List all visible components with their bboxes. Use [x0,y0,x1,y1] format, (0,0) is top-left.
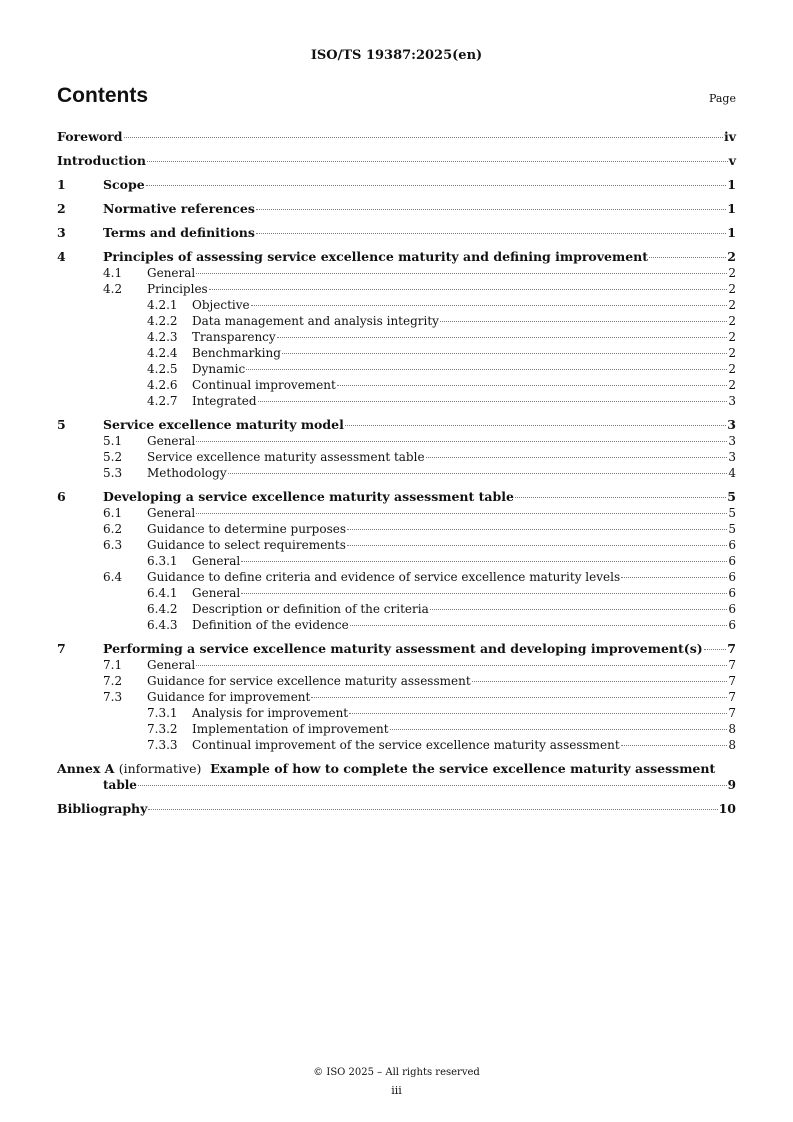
toc-entry-number: 5.2 [103,450,123,464]
toc-entry[interactable] [57,177,736,193]
dot-leader [147,161,728,162]
toc-entry[interactable] [57,657,736,673]
toc-page-number: 7 [728,674,736,688]
toc-entry-number: 7 [57,641,66,656]
dot-leader [430,609,728,610]
dot-leader [146,185,727,186]
toc-entry-number: 4.1 [103,266,123,280]
dot-leader [148,809,717,810]
toc-page-number: 10 [718,801,736,816]
toc-page-number: v [728,153,736,168]
page-number: iii [391,1084,402,1097]
toc-page-number: 6 [728,586,736,600]
toc-entry[interactable] [57,417,736,433]
toc-entry[interactable] [57,281,736,297]
toc-page-number: 2 [728,330,736,344]
toc-entry[interactable] [57,617,736,633]
toc-entry-title: Guidance for improvement [147,690,311,704]
dot-leader [621,577,727,578]
dot-leader [345,425,726,426]
toc-entry[interactable] [57,265,736,281]
toc-entry[interactable] [57,225,736,241]
toc-page-number: 6 [728,570,736,584]
toc-page-number: 1 [727,201,736,216]
toc-entry-number: 7.3.2 [147,722,178,736]
toc-entry-title: General [147,434,196,448]
toc-entry-title: Guidance to select requirements [147,538,346,552]
toc-entry-number: 6.3.1 [147,554,178,568]
toc-entry[interactable] [57,433,736,449]
toc-page-number: 7 [728,690,736,704]
toc-entry-title: Principles of assessing service excellence maturity and defining improvement [103,249,649,264]
dot-leader [349,713,727,714]
toc-entry[interactable] [57,201,736,217]
toc-entry-number: 6.4.1 [147,586,178,600]
toc-page-number: 2 [728,378,736,392]
page-title: Contents [57,84,148,107]
dot-leader [241,561,727,562]
toc-entry[interactable] [57,521,736,537]
dot-leader [277,337,728,338]
toc-entry-number: 4.2.3 [147,330,178,344]
toc-entry-number: 6.3 [103,538,123,552]
toc-entry[interactable] [57,505,736,521]
toc-page-number: 8 [728,722,736,736]
toc-entry-title: Service excellence maturity model [103,417,344,432]
toc-page-number: 6 [728,538,736,552]
dot-leader [196,441,727,442]
dot-leader [390,729,728,730]
toc-page-number: 7 [728,706,736,720]
toc-entry-number: 4 [57,249,66,264]
dot-leader [196,273,727,274]
toc-entry-title: Performing a service excellence maturity assessment and developing improvement(s) [103,641,703,656]
toc-entry-title: Service excellence maturity assessment table [147,450,425,464]
dot-leader [621,745,728,746]
toc-entry-title: General [147,266,196,280]
toc-entry-title: Dynamic [192,362,246,376]
toc-page-number: 2 [728,346,736,360]
toc-page-number: 6 [728,618,736,632]
toc-entry-number: 4.2.7 [147,394,178,408]
table-of-contents [57,129,736,817]
toc-entry[interactable] [57,705,736,721]
toc-entry-number: 6 [57,489,66,504]
dot-leader [138,785,727,786]
toc-entry[interactable] [57,585,736,601]
toc-entry-title: Scope [103,177,145,192]
dot-leader [209,289,728,290]
toc-entry-number: 3 [57,225,66,240]
dot-leader [440,321,727,322]
document-header: ISO/TS 19387:2025(en) [310,48,483,63]
toc-entry-number: 4.2 [103,282,123,296]
dot-leader [649,257,726,258]
toc-page-number: 5 [728,506,736,520]
toc-page-number: 3 [728,450,736,464]
toc-entry-title: Description or definition of the criteria [192,602,429,616]
toc-entry-title: Continual improvement [192,378,336,392]
toc-page-number: 9 [727,778,736,792]
toc-entry[interactable] [57,553,736,569]
toc-page-number: 3 [728,394,736,408]
toc-page-number: 2 [728,266,736,280]
toc-entry-title: Foreword [57,129,123,144]
toc-entry-number: 2 [57,201,66,216]
toc-entry-number: 4.2.4 [147,346,178,360]
toc-entry-number: 4.2.5 [147,362,178,376]
toc-entry-number: 4.2.6 [147,378,178,392]
toc-page-number: 4 [728,466,736,480]
toc-entry[interactable] [57,537,736,553]
toc-entry-title: Guidance to determine purposes [147,522,346,536]
toc-entry[interactable] [57,641,736,657]
toc-entry-title: Continual improvement of the service excellence maturity assessment [192,738,620,752]
toc-entry[interactable] [57,153,736,169]
toc-entry-number: 7.3.1 [147,706,178,720]
toc-entry-title: General [192,586,241,600]
toc-entry-title: Introduction [57,153,147,168]
dot-leader [251,305,728,306]
toc-entry[interactable] [57,361,736,377]
toc-entry[interactable] [57,449,736,465]
toc-page-number: 3 [728,434,736,448]
dot-leader [347,529,727,530]
copyright-notice: © ISO 2025 – All rights reserved [313,1067,480,1078]
toc-entry[interactable] [57,689,736,705]
toc-page-number: 2 [728,282,736,296]
toc-page-number: 5 [728,522,736,536]
toc-entry[interactable] [57,601,736,617]
dot-leader [258,401,728,402]
dot-leader [426,457,728,458]
annex-title-line1: Example of how to complete the service excellence maturity assessment [210,761,716,776]
toc-entry-number: 5.1 [103,434,123,448]
toc-entry-title: General [147,658,196,672]
toc-entry-title: Normative references [103,201,255,216]
toc-entry-title: Benchmarking [192,346,281,360]
toc-entry-number: 6.4 [103,570,123,584]
toc-entry[interactable] [57,129,736,145]
toc-entry-title: Analysis for improvement [192,706,349,720]
annex-title-line2: table [103,778,137,792]
dot-leader [311,697,727,698]
toc-page-number: 5 [727,489,736,504]
toc-page-number: 2 [728,314,736,328]
toc-entry[interactable] [57,465,736,481]
toc-entry-number: 7.3.3 [147,738,178,752]
toc-entry[interactable] [57,329,736,345]
toc-entry-number: 7.3 [103,690,123,704]
toc-entry-number: 4.2.2 [147,314,178,328]
toc-entry-title: General [192,554,241,568]
dot-leader [124,137,723,138]
toc-page-number: 2 [728,298,736,312]
toc-page-number: 1 [727,177,736,192]
toc-page-number: 8 [728,738,736,752]
dot-leader [704,649,727,650]
toc-entry[interactable] [57,313,736,329]
toc-entry[interactable] [57,569,736,585]
toc-entry-title: Terms and definitions [103,225,255,240]
dot-leader [246,369,727,370]
toc-entry[interactable] [57,489,736,505]
toc-entry-number: 6.4.2 [147,602,178,616]
dot-leader [256,209,726,210]
dot-leader [256,233,726,234]
toc-entry[interactable] [57,377,736,393]
annex-label: Annex A [57,761,115,776]
toc-entry[interactable] [57,673,736,689]
toc-entry-number: 7.2 [103,674,123,688]
annex-type: (informative) [118,761,202,776]
toc-entry-title: Definition of the evidence [192,618,349,632]
toc-entry[interactable] [57,721,736,737]
page-column-label: Page [708,92,736,105]
toc-entry-number: 6.1 [103,506,123,520]
toc-entry[interactable] [57,345,736,361]
toc-entry-title: Principles [147,282,208,296]
toc-entry-title: General [147,506,196,520]
toc-entry[interactable] [57,249,736,265]
toc-entry-number: 6.2 [103,522,123,536]
toc-entry-title: Guidance for service excellence maturity assessment [147,674,471,688]
toc-entry-number: 5 [57,417,66,432]
toc-entry[interactable] [57,297,736,313]
toc-page-number: 2 [728,362,736,376]
toc-entry-annex-a[interactable] [57,761,736,793]
dot-leader [196,665,727,666]
toc-entry-title: Data management and analysis integrity [192,314,439,328]
toc-page-number: 3 [727,417,736,432]
dot-leader [196,513,727,514]
dot-leader [228,473,728,474]
toc-entry-title: Implementation of improvement [192,722,389,736]
toc-entry[interactable] [57,393,736,409]
toc-page-number: 2 [727,249,736,264]
toc-entry-number: 6.4.3 [147,618,178,632]
toc-page-number: 1 [727,225,736,240]
toc-entry-title: Guidance to define criteria and evidence of service excellence maturity levels [147,570,621,584]
dot-leader [337,385,728,386]
toc-entry-title: Developing a service excellence maturity assessment table [103,489,514,504]
toc-page-number: 6 [728,554,736,568]
toc-page-number: 7 [728,658,736,672]
dot-leader [350,625,728,626]
toc-entry-number: 7.1 [103,658,123,672]
toc-entry-title: Methodology [147,466,227,480]
toc-entry-title: Transparency [192,330,276,344]
dot-leader [241,593,727,594]
dot-leader [282,353,727,354]
toc-entry-title: Objective [192,298,250,312]
toc-entry-title: Bibliography [57,801,148,816]
toc-page-number: 6 [728,602,736,616]
toc-entry-number: 4.2.1 [147,298,178,312]
dot-leader [472,681,728,682]
toc-entry-bibliography[interactable] [57,801,736,817]
toc-entry[interactable] [57,737,736,753]
toc-page-number: iv [723,129,736,144]
toc-entry-title: Integrated [192,394,257,408]
dot-leader [515,497,726,498]
toc-entry-number: 1 [57,177,66,192]
dot-leader [347,545,727,546]
toc-page-number: 7 [727,641,736,656]
toc-entry-number: 5.3 [103,466,123,480]
